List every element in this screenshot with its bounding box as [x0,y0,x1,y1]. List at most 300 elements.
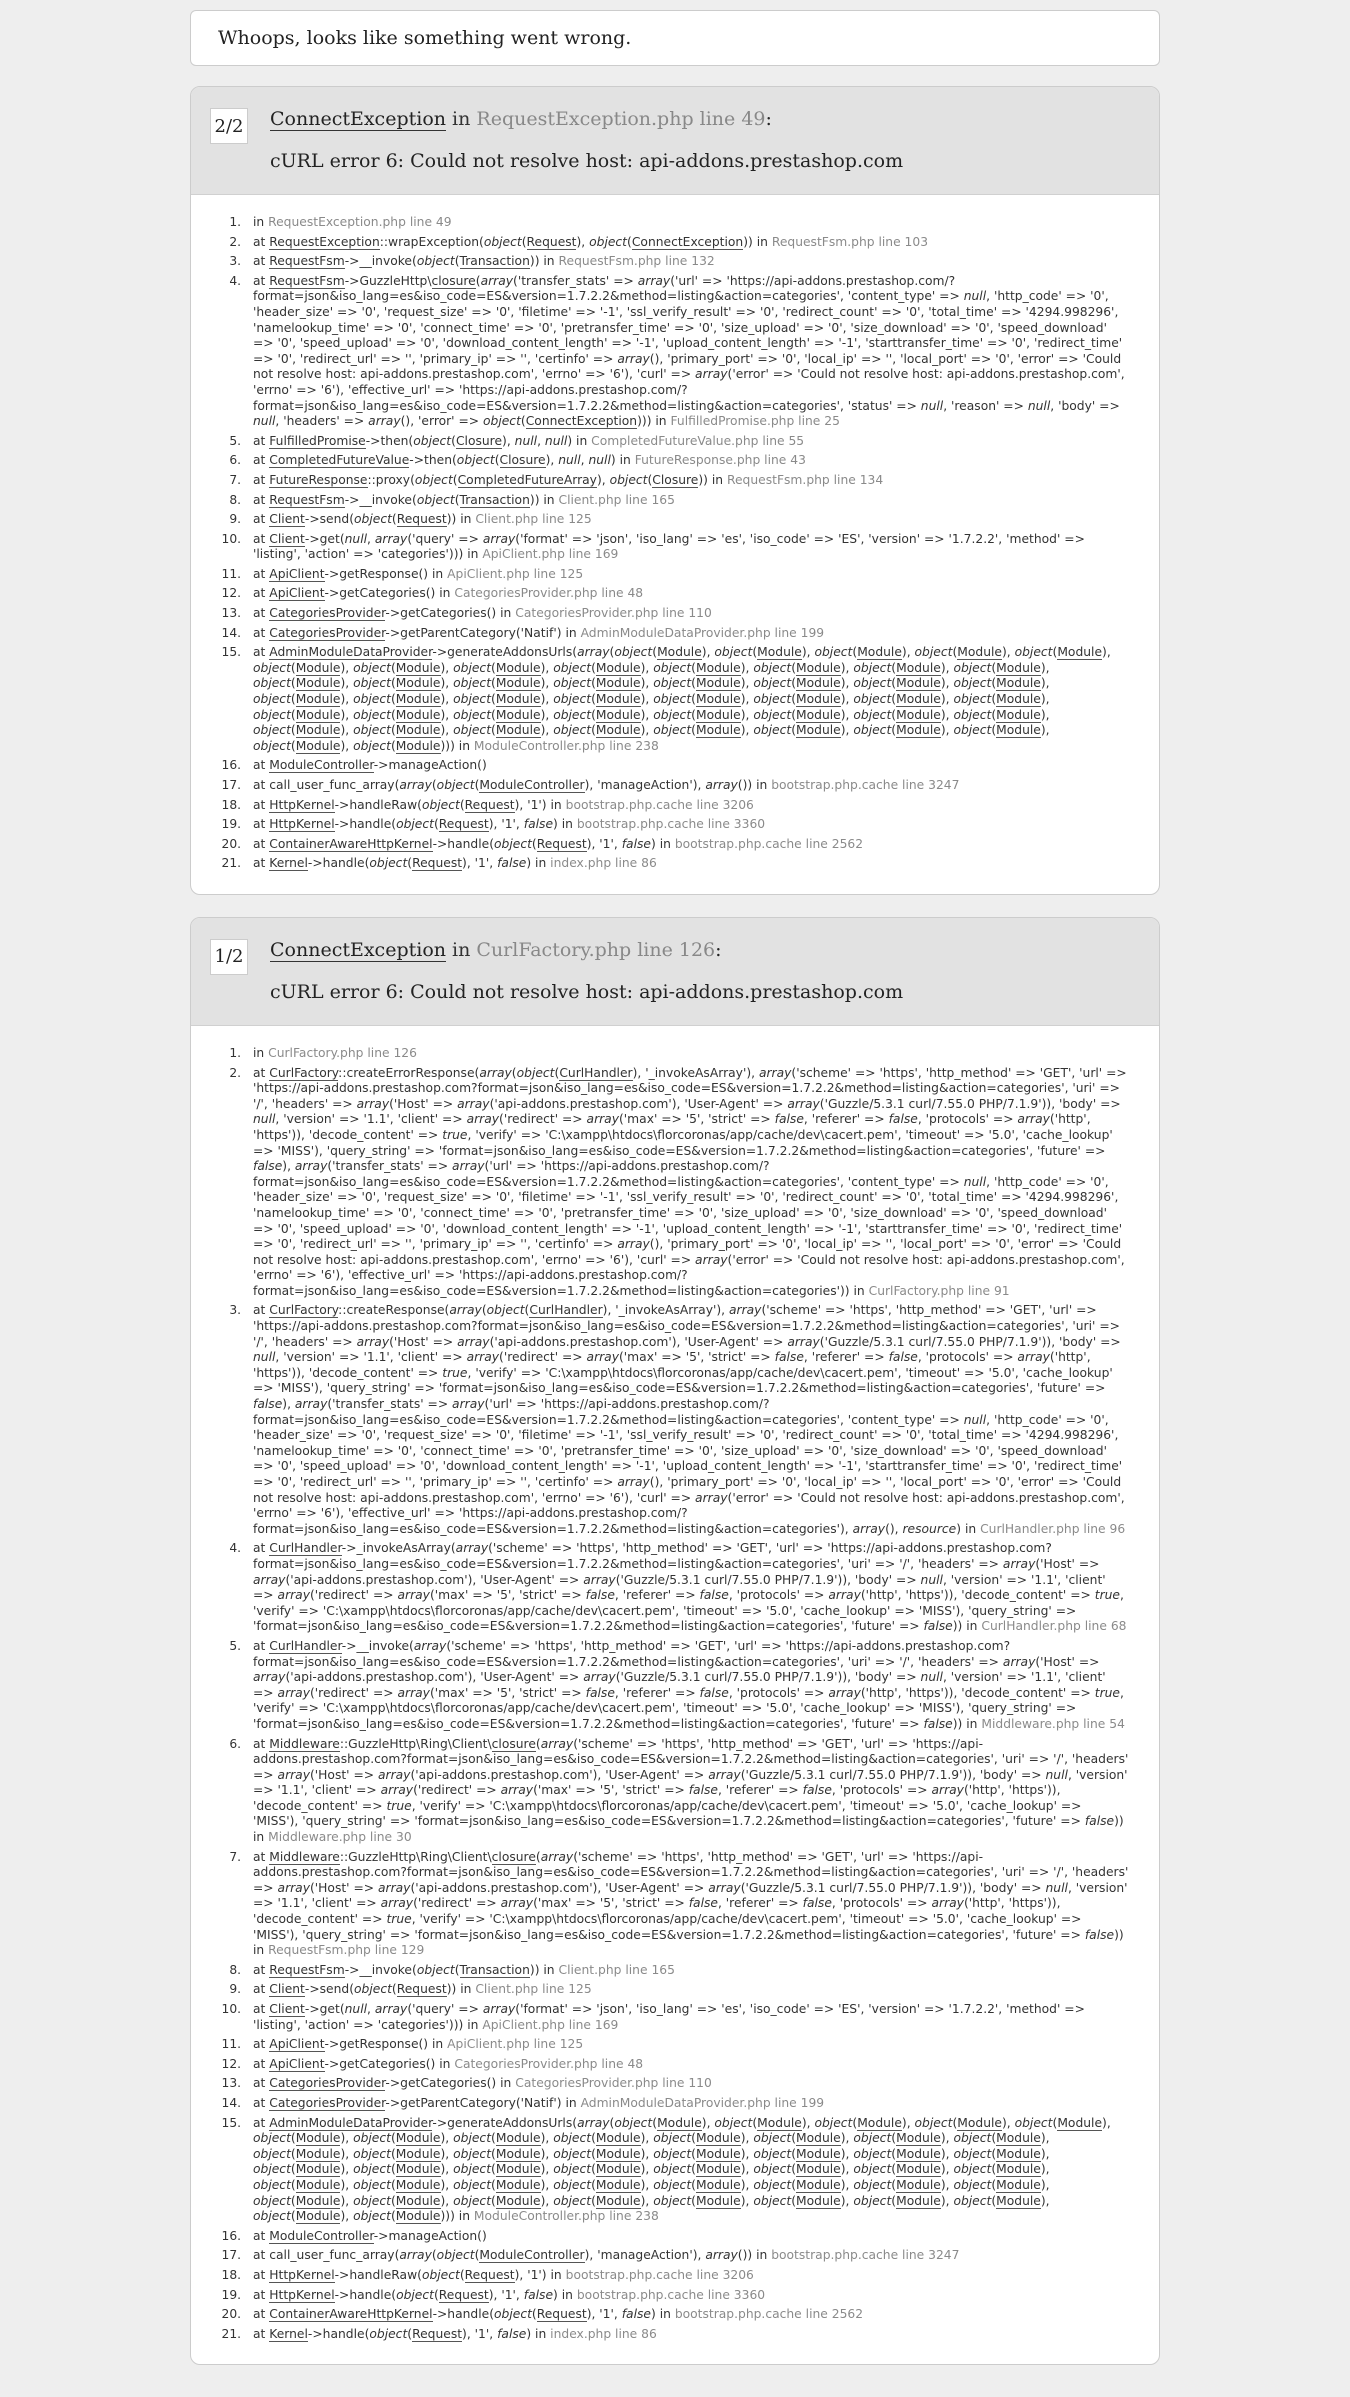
frame-type: object [653,660,692,675]
exception-message: cURL error 6: Could not resolve host: api-addons.prestashop.com [270,980,904,1003]
frame-type: object [453,707,492,722]
frame-class: CompletedFutureArray [457,472,597,487]
stack-frame: 15. at AdminModuleDataProvider->generateAddonsUrls(array(object(Module), object(Module), object(Module), object(Module), object(Module), object(Module), object(Module), object(Module), object(Module), object(Module), object(Module), object(Module), object(Module), object(Module), object(Module), object(Module), object(Module), object(Module), object(Module), object(Module), object(Module), object(Module), object(Module), object(Module), object(Module), object(Module), object(Module), object(Module), object(Module), object(Module), object(Module), object(Module), object(Module), object(Module), object(Module), object(Module), object(Module), object(Module), object(Module), object(Module), object(Module), object(Module), object(Module), object(Module), object(Module), object(Module), object(Module))) in ModuleController.php line 238 [245,2116,1129,2225]
frame-type: object [353,723,391,738]
frame-location: ApiClient.php line 125 [447,566,584,581]
frame-type: object [453,676,492,691]
frame-type: null [920,1572,943,1587]
frame-type: object [553,2131,592,2146]
frame-type: object [369,856,408,871]
frame-class: Module [595,2131,641,2146]
frame-class: Module [657,645,702,660]
frame-location: CategoriesProvider.php line 48 [454,2056,644,2071]
frame-type: object [453,723,492,738]
stack-frame: 13. at CategoriesProvider->getCategories() in CategoriesProvider.php line 110 [245,606,1129,622]
frame-class: Module [595,2162,641,2177]
frame-location: Client.php line 125 [475,1982,592,1997]
frame-type: object [253,723,291,738]
frame-type: false [688,1896,718,1911]
frame-class: Request [526,234,577,249]
frame-type: array [277,1588,310,1603]
frame-location: bootstrap.php.cache line 2562 [674,836,864,851]
frame-type: false [253,1159,283,1174]
frame-class: Module [495,2193,541,2208]
frame-type: null [544,433,568,448]
frame-type: false [802,1896,832,1911]
frame-class: Module [595,723,641,738]
frame-type: object [253,692,291,707]
frame-type: array [480,273,514,288]
frame-type: array [449,1303,482,1318]
frame-class: ModuleController [479,778,585,792]
frame-class: Module [595,692,641,707]
frame-type: object [413,433,452,448]
frame-type: object [353,660,391,675]
frame-type: null [344,531,368,546]
frame-type: array [457,1334,490,1349]
frame-type: object [253,676,291,691]
frame-class: Module [757,2115,802,2130]
exception-block-1 [190,86,1160,895]
frame-type: object [421,797,460,812]
frame-type: true [442,1127,468,1142]
frame-type: object [553,2146,592,2161]
frame-class: ContainerAwareHttpKernel [269,2307,433,2322]
stack-frame: 9. at Client->send(object(Request)) in Client.php line 125 [245,512,1129,528]
frame-class: Module [395,2177,441,2192]
frame-class: CategoriesProvider [269,2095,386,2110]
frame-type: object [653,2146,692,2161]
frame-type: array [482,2002,516,2016]
frame-class: Client [269,512,305,527]
frame-type: object [853,2193,892,2208]
frame-type: object [354,512,392,527]
frame-type: array [452,1159,485,1174]
frame-type: object [494,836,532,851]
frame-type: object [421,2267,460,2282]
frame-type: array [708,1880,741,1895]
frame-class: Module [1057,645,1103,660]
frame-class: AdminModuleDataProvider [269,2115,433,2130]
frame-class: Request [536,836,587,851]
frame-type: object [453,692,492,707]
frame-class: Module [695,2146,741,2161]
frame-type: null [920,398,944,413]
frame-type: object [614,2115,653,2130]
stack-frame: 15. at AdminModuleDataProvider->generateAddonsUrls(array(object(Module), object(Module), object(Module), object(Module), object(Module), object(Module), object(Module), object(Module), object(Module), object(Module), object(Module), object(Module), object(Module), object(Module), object(Module), object(Module), object(Module), object(Module), object(Module), object(Module), object(Module), object(Module), object(Module), object(Module), object(Module), object(Module), object(Module), object(Module), object(Module), object(Module), object(Module), object(Module), object(Module), object(Module), object(Module), object(Module), object(Module), object(Module), object(Module), object(Module), object(Module), object(Module), object(Module), object(Module), object(Module), object(Module), object(Module))) in ModuleController.php line 238 [245,645,1129,754]
frame-type: array [705,778,738,792]
frame-location: CompletedFutureValue.php line 55 [591,433,805,448]
frame-type: object [453,2177,492,2192]
frame-class: Module [695,2131,741,2146]
frame-location: ApiClient.php line 125 [447,2037,584,2052]
frame-type: object [953,2131,992,2146]
frame-class: Module [495,707,541,722]
frame-type: false [688,1783,718,1798]
frame-type: array [253,1572,286,1587]
frame-class: Module [395,676,441,691]
stack-frame: 11. at ApiClient->getResponse() in ApiClient.php line 125 [245,2037,1129,2053]
frame-type: array [380,1896,414,1911]
frame-type: null [1045,1767,1068,1782]
stack-frame: 20. at ContainerAwareHttpKernel->handle(object(Request), '1', false) in bootstrap.php.cache line 2562 [245,837,1129,853]
frame-class: Module [495,723,541,738]
frame-class: Module [996,2131,1041,2146]
frame-location: AdminModuleDataProvider.php line 199 [580,2095,825,2110]
frame-class: Module [757,645,802,660]
frame-type: array [695,1490,728,1505]
stack-frame: 21. at Kernel->handle(object(Request), '1', false) in index.php line 86 [245,2327,1129,2343]
frame-class: Module [996,707,1041,722]
frame-type: false [699,1685,729,1700]
frame-type: object [714,2115,753,2130]
frame-type: object [653,2193,692,2208]
stack-frame: 16. at ModuleController->manageAction() [245,2229,1129,2245]
frame-type: array [377,1880,411,1895]
frame-type: array [413,1638,447,1653]
stack-frame: 19. at HttpKernel->handle(object(Request), '1', false) in bootstrap.php.cache line 3360 [245,2288,1129,2304]
frame-class: Module [595,2193,641,2208]
frame-type: array [479,1065,512,1080]
frame-type: null [558,453,581,468]
frame-class: Module [595,676,641,691]
frame-type: object [553,2177,592,2192]
stack-frame: 20. at ContainerAwareHttpKernel->handle(object(Request), '1', false) in bootstrap.php.cache line 2562 [245,2307,1129,2323]
frame-class: CurlHandler [269,1638,342,1653]
frame-class: Module [395,738,441,753]
frame-type: false [253,1397,283,1412]
frame-type: object [553,707,592,722]
frame-class: Module [896,2162,941,2177]
frame-type: false [585,1588,615,1603]
frame-location: RequestFsm.php line 129 [268,1943,425,1958]
frame-type: array [356,1096,390,1111]
frame-type: object [483,414,521,429]
frame-type: object [753,660,792,675]
frame-class: Client [269,1982,305,1997]
frame-location: RequestFsm.php line 134 [727,472,884,487]
stack-frame: 12. at ApiClient->getCategories() in CategoriesProvider.php line 48 [245,2057,1129,2073]
frame-class: Request [412,856,463,871]
frame-class: Kernel [269,2326,308,2341]
frame-location: bootstrap.php.cache line 3360 [576,817,766,832]
frame-type: null [253,1112,276,1127]
stack-frame: 5. at CurlHandler->__invoke(array('scheme' => 'https', 'http_method' => 'GET', 'url' => 'https://api-addons.prestashop.com?format=json&iso_lang=es&iso_code=ES&version=1.7.2.2&method=listing&action=categories', 'uri' => '/', 'headers' => array('Host' => array('api-addons.prestashop.com'), 'User-Agent' => array('Guzzle/5.3.1 curl/7.55.0 PHP/7.1.9')), 'body' => null, 'version' => '1.1', 'client' => array('redirect' => array('max' => '5', 'strict' => false, 'referer' => false, 'protocols' => array('http', 'https')), 'decode_content' => true, 'verify' => 'C:\xampp\htdocs\florcoronas/app/cache/dev\cacert.pem', 'timeout' => '5.0', 'cache_lookup' => 'MISS'), 'query_string' => 'format=json&iso_lang=es&iso_code=ES&version=1.7.2.2&method=listing&action=categories', 'future' => false)) in Middleware.php line 54 [245,1639,1129,1733]
frame-location: bootstrap.php.cache line 3206 [565,2267,754,2282]
frame-location: Client.php line 165 [558,1962,675,1977]
frame-class: AdminModuleDataProvider [269,645,433,660]
frame-type: object [653,2162,692,2177]
frame-class: Module [395,660,441,675]
frame-class: Module [896,2193,941,2208]
frame-type: false [1084,1814,1115,1829]
frame-class: closure [431,273,476,288]
stack-frame: 4. at RequestFsm->GuzzleHttp\closure(array('transfer_stats' => array('url' => 'https://api-addons.prestashop.com/?format=json&iso_lang=es&iso_code=ES&version=1.7.2.2&method=listing&action=categories', 'content_type' => null, 'http_code' => '0', 'header_size' => '0', 'request_size' => '0', 'filetime' => '-1', 'ssl_verify_result' => '0', 'redirect_count' => '0', 'total_time' => '4294.998296', 'namelookup_time' => '0', 'connect_time' => '0', 'pretransfer_time' => '0', 'size_upload' => '0', 'size_download' => '0', 'speed_download' => '0', 'speed_upload' => '0', 'download_content_length' => '-1', 'upload_content_length' => '-1', 'starttransfer_time' => '0', 'redirect_time' => '0', 'redirect_url' => '', 'primary_ip' => '', 'certinfo' => array(), 'primary_port' => '0', 'local_ip' => '', 'local_port' => '0', 'error' => 'Could not resolve host: api-addons.prestashop.com', 'errno' => '6'), 'curl' => array('error' => 'Could not resolve host: api-addons.prestashop.com', 'errno' => '6'), 'effective_url' => 'https://api-addons.prestashop.com/?format=json&iso_lang=es&iso_code=ES&version=1.7.2.2&method=listing&action=categories', 'status' => null, 'reason' => null, 'body' => null, 'headers' => array(), 'error' => object(ConnectException))) in FulfilledPromise.php line 25 [245,274,1129,430]
frame-location: RequestFsm.php line 103 [771,234,929,249]
frame-class: CurlHandler [559,1065,633,1080]
frame-type: array [356,1334,390,1349]
frame-type: object [609,472,648,487]
exception-colon: : [765,108,772,130]
frame-type: array [787,1096,820,1111]
frame-type: object [589,234,628,249]
frame-class: CurlHandler [269,1541,342,1556]
frame-type: array [617,1475,650,1489]
frame-type: object [914,645,953,660]
frame-class: Module [796,660,841,675]
frame-type: array [695,1252,728,1267]
frame-type: object [853,707,892,722]
frame-class: Request [438,2287,489,2302]
frame-type: array [294,1159,328,1174]
stack-frame: 6. at Middleware::GuzzleHttp\Ring\Client\closure(array('scheme' => 'https', 'http_method' => 'GET', 'url' => 'https://api-addons.prestashop.com?format=json&iso_lang=es&iso_code=ES&version=1.7.2.2&method=listing&action=categories', 'uri' => '/', 'headers' => array('Host' => array('api-addons.prestashop.com'), 'User-Agent' => array('Guzzle/5.3.1 curl/7.55.0 PHP/7.1.9')), 'body' => null, 'version' => '1.1', 'client' => array('redirect' => array('max' => '5', 'strict' => false, 'referer' => false, 'protocols' => array('http', 'https')), 'decode_content' => true, 'verify' => 'C:\xampp\htdocs\florcoronas/app/cache/dev\cacert.pem', 'timeout' => '5.0', 'cache_lookup' => 'MISS'), 'query_string' => 'format=json&iso_lang=es&iso_code=ES&version=1.7.2.2&method=listing&action=categories', 'future' => false)) in Middleware.php line 30 [245,1737,1129,1846]
frame-location: ApiClient.php line 169 [482,547,619,562]
frame-type: object [653,723,692,738]
frame-class: ConnectException [631,234,744,249]
stack-trace-list [221,215,1129,872]
frame-class: CategoriesProvider [269,606,386,621]
frame-class: Request [536,2307,587,2322]
frame-class: Middleware [269,1849,340,1864]
frame-class: Module [796,692,841,707]
frame-class: Module [495,2162,541,2177]
frame-type: array [695,367,728,382]
frame-class: Transaction [459,254,530,269]
frame-class: ContainerAwareHttpKernel [269,836,433,851]
exception-colon: : [715,938,722,961]
frame-class: CompletedFutureValue [269,453,410,468]
frame-type: null [514,433,538,448]
frame-type: array [1017,1112,1050,1127]
stack-frame: 11. at ApiClient->getResponse() in ApiClient.php line 125 [245,567,1129,583]
frame-class: Module [395,692,441,707]
frame-type: object [416,254,455,269]
frame-class: CategoriesProvider [269,2076,386,2091]
frame-type: true [1094,1588,1120,1603]
frame-type: true [1094,1685,1120,1700]
frame-location: bootstrap.php.cache line 3247 [771,778,960,792]
frame-class: Module [395,2193,441,2208]
frame-class: CurlFactory [269,1065,339,1080]
frame-type: object [753,723,792,738]
frame-type: null [963,1412,987,1427]
frame-type: array [637,273,671,288]
stack-frame: 21. at Kernel->handle(object(Request), '1', false) in index.php line 86 [245,856,1129,872]
exception-file: CurlFactory.php line 126 [476,938,716,961]
frame-location: Client.php line 165 [558,492,675,507]
frame-class: Module [595,660,641,675]
frame-type: array [758,1065,792,1080]
exception-header [191,87,1159,195]
frame-class: Request [412,2326,463,2341]
frame-type: object [483,234,522,249]
stack-frame: 8. at RequestFsm->__invoke(object(Transaction)) in Client.php line 165 [245,493,1129,509]
frame-class: ModuleController [479,2248,585,2263]
frame-type: null [344,2002,368,2016]
frame-type: array [583,1670,616,1685]
frame-class: Closure [652,472,699,487]
frame-type: true [386,1912,412,1927]
exception-in: in [446,938,477,961]
frame-type: array [828,1588,861,1603]
frame-class: Module [996,2146,1041,2161]
frame-type: object [553,2162,592,2177]
stack-frame: 18. at HttpKernel->handleRaw(object(Request), '1') in bootstrap.php.cache line 3206 [245,798,1129,814]
stack-frame: 9. at Client->send(object(Request)) in Client.php line 125 [245,1982,1129,1998]
frame-class: Module [695,692,741,707]
frame-type: false [802,1783,832,1798]
frame-location: bootstrap.php.cache line 3247 [771,2248,960,2263]
stack-frame: 6. at CompletedFutureValue->then(object(Closure), null, null) in FutureResponse.php line 43 [245,453,1129,469]
frame-type: object [253,707,291,722]
frame-class: Module [796,2131,841,2146]
frame-class: HttpKernel [269,817,335,832]
frame-type: object [553,660,592,675]
frame-location: FutureResponse.php line 43 [634,453,806,468]
frame-type: false [497,856,527,871]
frame-location: bootstrap.php.cache line 3206 [565,797,754,812]
frame-location: CurlFactory.php line 91 [868,1283,1010,1298]
frame-type: object [453,2162,492,2177]
frame-type: false [888,1112,918,1127]
frame-type: array [1017,1350,1050,1365]
frame-type: object [953,707,992,722]
stack-frame: 14. at CategoriesProvider->getParentCategory('Natif') in AdminModuleDataProvider.php line 199 [245,2096,1129,2112]
frame-type: object [853,660,892,675]
frame-location: CategoriesProvider.php line 110 [515,606,712,621]
frame-location: index.php line 86 [550,2326,657,2341]
frame-class: Module [896,660,941,675]
frame-type: object [353,2146,391,2161]
frame-class: Closure [499,453,546,468]
stack-frame: 19. at HttpKernel->handle(object(Request), '1', false) in bootstrap.php.cache line 3360 [245,817,1129,833]
frame-type: array [455,1541,489,1556]
frame-type: false [923,1619,953,1634]
frame-type: object [353,676,391,691]
frame-class: Kernel [269,856,308,871]
frame-type: array [586,1350,619,1365]
frame-type: object [353,2131,391,2146]
frame-class: Module [395,707,441,722]
frame-class: Module [595,2146,641,2161]
stack-trace [191,1026,1159,2364]
frame-class: Module [395,2209,441,2224]
frame-type: array [500,1783,534,1798]
frame-class: Module [395,723,441,738]
frame-type: array [931,1896,964,1911]
frame-class: Module [295,2131,341,2146]
frame-type: array [708,1767,741,1782]
frame-class: Module [896,2146,941,2161]
frame-type: object [753,2131,792,2146]
frame-type: array [377,1767,411,1782]
frame-class: Module [495,676,541,691]
frame-type: object [953,2193,992,2208]
frame-type: array [253,1670,286,1685]
frame-location: Client.php line 125 [475,512,592,527]
frame-class: Module [695,2177,741,2192]
frame-type: object [953,676,992,691]
frame-type: object [753,2146,792,2161]
frame-class: Module [996,2193,1041,2208]
frame-type: object [396,817,434,832]
exception-file: RequestException.php line 49 [476,108,766,130]
frame-type: object [396,2287,434,2302]
frame-class: Module [395,2146,441,2161]
frame-type: object [953,660,992,675]
frame-class: Module [295,2193,341,2208]
frame-type: object [1014,2115,1053,2130]
frame-type: array [540,1736,574,1751]
stack-frame: 12. at ApiClient->getCategories() in CategoriesProvider.php line 48 [245,586,1129,602]
stack-frame: 2. at CurlFactory::createErrorResponse(array(object(CurlHandler), '_invokeAsArray'), array('scheme' => 'https', 'http_method' => 'GET', 'url' => 'https://api-addons.prestashop.com?format=json&iso_lang=es&iso_code=ES&version=1.7.2.2&method=listing&action=categories', 'uri' => '/', 'headers' => array('Host' => array('api-addons.prestashop.com'), 'User-Agent' => array('Guzzle/5.3.1 curl/7.55.0 PHP/7.1.9')), 'body' => null, 'version' => '1.1', 'client' => array('redirect' => array('max' => '5', 'strict' => false, 'referer' => false, 'protocols' => array('http', 'https')), 'decode_content' => true, 'verify' => 'C:\xampp\htdocs\florcoronas/app/cache/dev\cacert.pem', 'timeout' => '5.0', 'cache_lookup' => 'MISS'), 'query_string' => 'format=json&iso_lang=es&iso_code=ES&version=1.7.2.2&method=listing&action=categories', 'future' => false), array('transfer_stats' => array('url' => 'https://api-addons.prestashop.com/?format=json&iso_lang=es&iso_code=ES&version=1.7.2.2&method=listing&action=categories', 'content_type' => null, 'http_code' => '0', 'header_size' => '0', 'request_size' => '0', 'filetime' => '-1', 'ssl_verify_result' => '0', 'redirect_count' => '0', 'total_time' => '4294.998296', 'namelookup_time' => '0', 'connect_time' => '0', 'pretransfer_time' => '0', 'size_upload' => '0', 'size_download' => '0', 'speed_download' => '0', 'speed_upload' => '0', 'download_content_length' => '-1', 'upload_content_length' => '-1', 'starttransfer_time' => '0', 'redirect_time' => '0', 'redirect_url' => '', 'primary_ip' => '', 'certinfo' => array(), 'primary_port' => '0', 'local_ip' => '', 'local_port' => '0', 'error' => 'Could not resolve host: api-addons.prestashop.com', 'errno' => '6'), 'curl' => array('error' => 'Could not resolve host: api-addons.prestashop.com', 'errno' => '6'), 'effective_url' => 'https://api-addons.prestashop.com/?format=json&iso_lang=es&iso_code=ES&version=1.7.2.2&method=listing&action=categories')) in CurlFactory.php line 91 [245,1066,1129,1300]
frame-class: Module [896,2177,941,2192]
frame-class: Module [996,676,1041,691]
frame-class: Module [996,2162,1041,2177]
frame-class: Module [295,2177,341,2192]
frame-type: array [728,1303,762,1318]
frame-class: Module [957,645,1002,660]
frame-class: Module [857,645,902,660]
frame-type: object [453,2131,492,2146]
stack-frame: 8. at RequestFsm->__invoke(object(Transaction)) in Client.php line 165 [245,1963,1129,1979]
stack-frame: 18. at HttpKernel->handleRaw(object(Request), '1') in bootstrap.php.cache line 3206 [245,2268,1129,2284]
frame-class: Client [269,2002,305,2016]
frame-class: Module [495,2146,541,2161]
frame-class: Middleware [269,1736,340,1751]
frame-location: Middleware.php line 54 [981,1716,1125,1731]
exception-position-badge: 1/2 [210,939,248,975]
frame-class: Module [796,2177,841,2192]
frame-type: object [914,2115,953,2130]
frame-type: object [354,1982,392,1997]
frame-class: Module [896,723,941,738]
frame-class: Module [657,2115,702,2130]
frame-class: Module [896,692,941,707]
frame-type: object [253,2146,291,2161]
frame-class: Module [796,2193,841,2208]
frame-class: Module [857,2115,902,2130]
frame-type: object [253,2177,291,2192]
frame-class: ConnectException [525,414,638,429]
frame-type: array [577,645,610,660]
frame-class: RequestFsm [269,254,345,269]
frame-class: RequestFsm [269,492,345,507]
frame-class: Transaction [459,1962,530,1977]
frame-type: object [753,707,792,722]
frame-type: object [953,692,992,707]
frame-class: ApiClient [269,566,325,581]
frame-type: null [588,453,611,468]
frame-type: object [553,2193,592,2208]
frame-type: null [963,289,987,304]
frame-type: array [466,1112,500,1127]
exception-class: ConnectException [270,938,446,961]
frame-type: object [553,692,592,707]
frame-class: ApiClient [269,2056,325,2071]
frame-type: object [753,2177,792,2192]
frame-type: object [553,723,592,738]
frame-class: Module [896,676,941,691]
frame-type: object [353,2209,391,2224]
stack-frame: 4. at CurlHandler->_invokeAsArray(array('scheme' => 'https', 'http_method' => 'GET', 'url' => 'https://api-addons.prestashop.com?format=json&iso_lang=es&iso_code=ES&version=1.7.2.2&method=listing&action=categories', 'uri' => '/', 'headers' => array('Host' => array('api-addons.prestashop.com'), 'User-Agent' => array('Guzzle/5.3.1 curl/7.55.0 PHP/7.1.9')), 'body' => null, 'version' => '1.1', 'client' => array('redirect' => array('max' => '5', 'strict' => false, 'referer' => false, 'protocols' => array('http', 'https')), 'decode_content' => true, 'verify' => 'C:\xampp\htdocs\florcoronas/app/cache/dev\cacert.pem', 'timeout' => '5.0', 'cache_lookup' => 'MISS'), 'query_string' => 'format=json&iso_lang=es&iso_code=ES&version=1.7.2.2&method=listing&action=categories', 'future' => false)) in CurlHandler.php line 68 [245,1541,1129,1635]
frame-class: Request [396,1982,447,1997]
frame-type: object [453,660,492,675]
frame-type: false [1084,1927,1115,1942]
exception-header [191,918,1159,1026]
frame-type: array [399,778,432,792]
frame-type: false [621,836,651,851]
